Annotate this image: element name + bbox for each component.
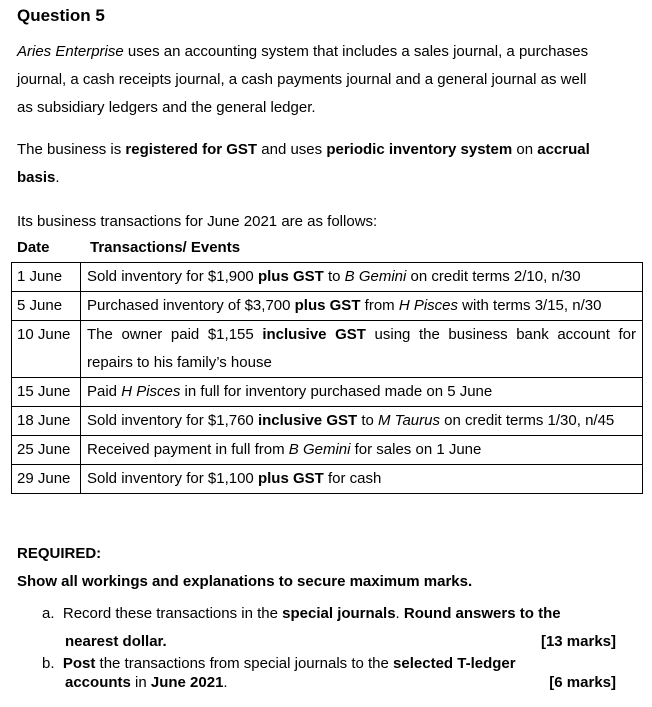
gst-bold-accrual: accrual [537, 141, 590, 158]
desc-text: The owner paid $1,155 [87, 326, 263, 343]
task-b-text-3: . [223, 674, 228, 691]
transaction-description [81, 292, 643, 321]
task-a-bold-nearest: nearest dollar. [65, 633, 167, 650]
task-b-bold-accounts: accounts [65, 674, 131, 691]
desc-text: on credit terms 2/10, n/30 [406, 268, 581, 285]
gst-text-4: . [55, 169, 60, 186]
gst-bold-basis: basis [17, 169, 56, 186]
intro-line-2: journal, a cash receipts journal, a cash payments journal and a general journal as well [17, 71, 587, 88]
desc-bold: plus GST [257, 268, 324, 285]
desc-party: H Pisces [121, 383, 181, 400]
transaction-description [81, 407, 643, 436]
desc-text: Purchased inventory of $3,700 [87, 297, 295, 314]
transaction-description [81, 465, 643, 494]
table-row [12, 263, 643, 292]
desc-text: Sold inventory for $1,760 [87, 412, 258, 429]
question-title: Question 5 [17, 6, 105, 25]
table-row [12, 292, 643, 321]
desc-bold: inclusive GST [262, 326, 366, 343]
desc-text: with terms 3/15, n/30 [458, 297, 602, 314]
task-b-bold-post: Post [62, 655, 96, 672]
transaction-date: 1 June [12, 263, 81, 292]
desc-text: in full for inventory purchased made on 5 June [180, 383, 493, 400]
date-column-header: Date [17, 239, 50, 256]
intro-line-3: as subsidiary ledgers and the general ledger. [17, 99, 316, 116]
gst-bold-registered: registered for GST [125, 141, 258, 158]
desc-text: Sold inventory for $1,900 [87, 268, 258, 285]
transactions-intro: Its business transactions for June 2021 are as follows: [17, 213, 378, 230]
desc-text: to [357, 412, 379, 429]
table-row [12, 321, 643, 378]
task-b-text-2: in [130, 674, 151, 691]
desc-party: B Gemini [288, 441, 351, 458]
transaction-date: 29 June [12, 465, 81, 494]
task-b [42, 654, 616, 692]
transaction-description [81, 378, 643, 407]
desc-text: using the business bank account for repairs to his family’s house [87, 326, 636, 371]
task-a-letter: a. [42, 605, 55, 622]
task-b-bold-date: June 2021 [150, 674, 224, 691]
required-instruction: Show all workings and explanations to secure maximum marks. [17, 573, 473, 590]
task-a-bold-round: Round answers to the [403, 605, 561, 622]
gst-text-3: on [512, 141, 538, 158]
transaction-description [81, 436, 643, 465]
desc-bold: plus GST [294, 297, 361, 314]
desc-text: Sold inventory for $1,100 [87, 470, 258, 487]
desc-text: Paid [87, 383, 122, 400]
intro-paragraph [17, 38, 615, 122]
desc-text: for sales on 1 June [350, 441, 482, 458]
desc-party: M Taurus [378, 412, 440, 429]
transaction-description [81, 263, 643, 292]
company-name: Aries Enterprise [17, 43, 124, 60]
transaction-date: 18 June [12, 407, 81, 436]
gst-paragraph [17, 136, 615, 192]
transaction-date: 5 June [12, 292, 81, 321]
intro-text: uses an accounting system that includes a sales journal, a purchases [123, 43, 589, 60]
desc-text: on credit terms 1/30, n/45 [440, 412, 615, 429]
table-row [12, 378, 643, 407]
transaction-date: 15 June [12, 378, 81, 407]
transaction-date: 25 June [12, 436, 81, 465]
desc-text: from [360, 297, 399, 314]
task-a-text-2: . [395, 605, 404, 622]
table-row [12, 407, 643, 436]
desc-bold: inclusive GST [257, 412, 358, 429]
task-a [42, 600, 616, 656]
desc-party: H Pisces [398, 297, 459, 314]
task-a-bold-special-journals: special journals [282, 605, 396, 622]
task-b-letter: b. [42, 655, 55, 672]
gst-bold-inventory-system: periodic inventory system [326, 141, 513, 158]
task-b-text: the transactions from special journals to the [95, 655, 394, 672]
desc-party: B Gemini [344, 268, 407, 285]
transaction-date: 10 June [12, 321, 81, 378]
events-column-header: Transactions/ Events [90, 239, 241, 256]
transaction-description [81, 321, 643, 378]
task-b-bold-t-ledger: selected T-ledger [393, 655, 516, 672]
gst-text-1: The business is [17, 141, 126, 158]
table-row [12, 465, 643, 494]
desc-text: for cash [323, 470, 382, 487]
desc-text: to [323, 268, 345, 285]
task-b-marks: [6 marks] [549, 674, 616, 691]
required-heading: REQUIRED: [17, 545, 102, 562]
transactions-table [11, 262, 643, 494]
desc-text: Received payment in full from [87, 441, 289, 458]
gst-text-2: and uses [257, 141, 327, 158]
table-row [12, 436, 643, 465]
task-a-text: Record these transactions in the [62, 605, 283, 622]
desc-bold: plus GST [257, 470, 324, 487]
task-a-marks: [13 marks] [540, 633, 616, 650]
